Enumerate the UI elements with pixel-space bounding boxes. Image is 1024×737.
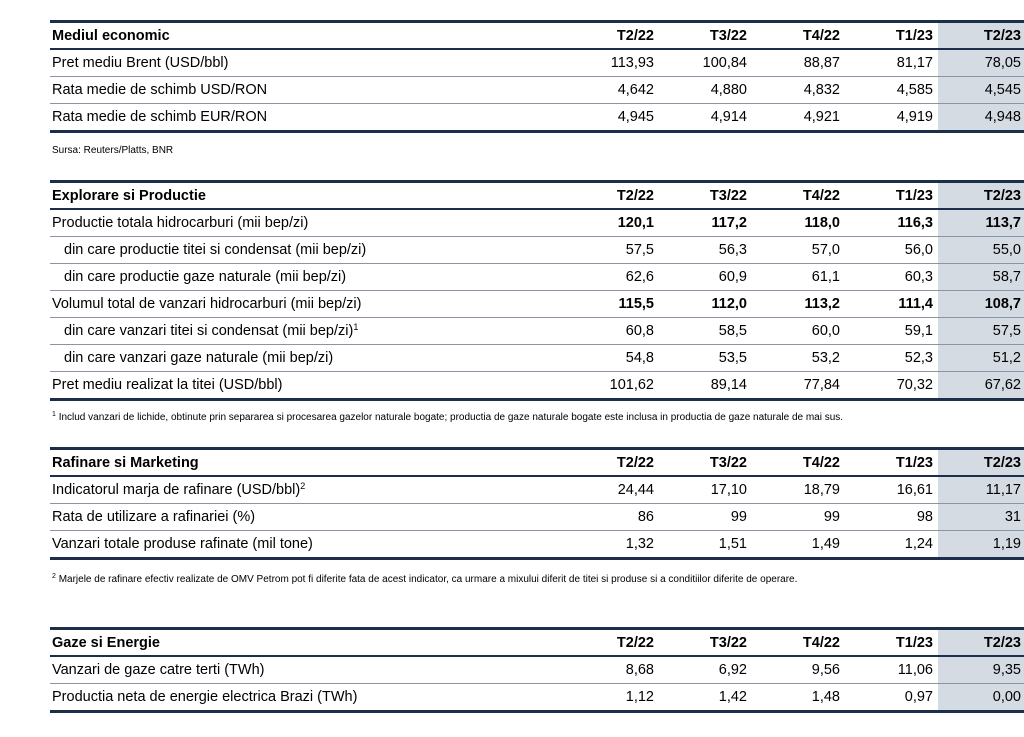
- section-title: Gaze si Energie: [50, 629, 566, 657]
- table-row: [50, 476, 1024, 504]
- cell: 98: [845, 504, 938, 531]
- cell: 100,84: [659, 49, 752, 77]
- column-header-highlight: T2/23: [938, 22, 1024, 50]
- column-header: T2/22: [566, 629, 659, 657]
- cell: 1,12: [566, 684, 659, 712]
- table-header-row: [50, 22, 1024, 50]
- row-label: Volumul total de vanzari hidrocarburi (mii bep/zi): [50, 291, 566, 318]
- footnote-2: [52, 574, 797, 585]
- cell: 118,0: [752, 209, 845, 237]
- row-label: Productie totala hidrocarburi (mii bep/zi): [50, 209, 566, 237]
- cell: 1,42: [659, 684, 752, 712]
- row-label: Vanzari de gaze catre terti (TWh): [50, 656, 566, 684]
- footnote-marker: 1: [52, 411, 56, 418]
- cell-highlight: 1,19: [938, 531, 1024, 559]
- table-row: [50, 77, 1024, 104]
- table-header-row: [50, 449, 1024, 477]
- row-label: din care productie titei si condensat (mii bep/zi): [50, 237, 566, 264]
- cell-highlight: 58,7: [938, 264, 1024, 291]
- cell: 4,832: [752, 77, 845, 104]
- refining-section: [50, 447, 1021, 560]
- gas-energy-table: [50, 627, 1024, 713]
- cell: 54,8: [566, 345, 659, 372]
- cell: 9,56: [752, 656, 845, 684]
- cell: 4,919: [845, 104, 938, 132]
- column-header: T3/22: [659, 22, 752, 50]
- table-row: [50, 345, 1024, 372]
- column-header: T3/22: [659, 182, 752, 210]
- exploration-table: [50, 180, 1024, 401]
- row-label: [50, 476, 566, 504]
- column-header: T1/23: [845, 629, 938, 657]
- table-row: [50, 656, 1024, 684]
- cell: 81,17: [845, 49, 938, 77]
- cell: 89,14: [659, 372, 752, 400]
- footnote-marker: 2: [52, 573, 56, 580]
- column-header-highlight: T2/23: [938, 449, 1024, 477]
- cell-highlight: 113,7: [938, 209, 1024, 237]
- refining-table: [50, 447, 1024, 560]
- cell: 4,945: [566, 104, 659, 132]
- footnote-marker: 2: [300, 481, 306, 491]
- column-header: T2/22: [566, 182, 659, 210]
- cell: 0,97: [845, 684, 938, 712]
- cell: 59,1: [845, 318, 938, 345]
- cell: 120,1: [566, 209, 659, 237]
- cell: 60,8: [566, 318, 659, 345]
- cell: 24,44: [566, 476, 659, 504]
- table-row: [50, 372, 1024, 400]
- economic-table: [50, 20, 1024, 133]
- cell: 62,6: [566, 264, 659, 291]
- cell-highlight: 31: [938, 504, 1024, 531]
- table-row: [50, 504, 1024, 531]
- cell: 99: [752, 504, 845, 531]
- column-header-highlight: T2/23: [938, 629, 1024, 657]
- cell: 4,914: [659, 104, 752, 132]
- column-header: T4/22: [752, 449, 845, 477]
- cell: 86: [566, 504, 659, 531]
- row-label: Vanzari totale produse rafinate (mil tone): [50, 531, 566, 559]
- column-header: T4/22: [752, 629, 845, 657]
- footnote-marker: 1: [353, 322, 359, 332]
- column-header: T4/22: [752, 22, 845, 50]
- cell: 8,68: [566, 656, 659, 684]
- cell: 1,51: [659, 531, 752, 559]
- row-label: Rata medie de schimb EUR/RON: [50, 104, 566, 132]
- cell: 112,0: [659, 291, 752, 318]
- cell: 53,2: [752, 345, 845, 372]
- cell: 16,61: [845, 476, 938, 504]
- table-row: [50, 684, 1024, 712]
- column-header: T2/22: [566, 22, 659, 50]
- cell-highlight: 67,62: [938, 372, 1024, 400]
- cell-highlight: 4,948: [938, 104, 1024, 132]
- table-header-row: [50, 629, 1024, 657]
- cell: 1,24: [845, 531, 938, 559]
- table-row: [50, 318, 1024, 345]
- column-header: T1/23: [845, 449, 938, 477]
- cell: 1,48: [752, 684, 845, 712]
- cell: 88,87: [752, 49, 845, 77]
- cell: 70,32: [845, 372, 938, 400]
- cell: 117,2: [659, 209, 752, 237]
- section-title: Mediul economic: [50, 22, 566, 50]
- exploration-section: [50, 180, 1021, 401]
- cell: 52,3: [845, 345, 938, 372]
- table-row: [50, 237, 1024, 264]
- source-note: Sursa: Reuters/Platts, BNR: [52, 145, 174, 156]
- table-row: [50, 264, 1024, 291]
- section-title: Rafinare si Marketing: [50, 449, 566, 477]
- cell: 53,5: [659, 345, 752, 372]
- cell: 61,1: [752, 264, 845, 291]
- cell-highlight: 108,7: [938, 291, 1024, 318]
- cell: 57,0: [752, 237, 845, 264]
- cell-highlight: 11,17: [938, 476, 1024, 504]
- column-header: T3/22: [659, 629, 752, 657]
- cell: 56,0: [845, 237, 938, 264]
- row-label: din care productie gaze naturale (mii bep/zi): [50, 264, 566, 291]
- cell: 57,5: [566, 237, 659, 264]
- column-header: T3/22: [659, 449, 752, 477]
- row-label: Pret mediu realizat la titei (USD/bbl): [50, 372, 566, 400]
- row-label: [50, 318, 566, 345]
- table-row: [50, 209, 1024, 237]
- column-header: T4/22: [752, 182, 845, 210]
- cell: 58,5: [659, 318, 752, 345]
- cell: 60,9: [659, 264, 752, 291]
- cell: 4,585: [845, 77, 938, 104]
- cell: 56,3: [659, 237, 752, 264]
- column-header: T2/22: [566, 449, 659, 477]
- cell: 18,79: [752, 476, 845, 504]
- cell: 113,2: [752, 291, 845, 318]
- column-header: T1/23: [845, 22, 938, 50]
- cell-highlight: 57,5: [938, 318, 1024, 345]
- cell-highlight: 9,35: [938, 656, 1024, 684]
- table-row: [50, 104, 1024, 132]
- row-label: din care vanzari gaze naturale (mii bep/zi): [50, 345, 566, 372]
- cell: 4,880: [659, 77, 752, 104]
- cell: 77,84: [752, 372, 845, 400]
- footnote-text: Includ vanzari de lichide, obtinute prin separarea si procesarea gazelor naturale bogate; productia de gaze naturale bogate este inclusa in productia de gaze naturale de mai sus.: [58, 412, 844, 423]
- economic-section: [50, 20, 1021, 133]
- cell-highlight: 55,0: [938, 237, 1024, 264]
- cell: 6,92: [659, 656, 752, 684]
- cell-highlight: 78,05: [938, 49, 1024, 77]
- row-label: Rata medie de schimb USD/RON: [50, 77, 566, 104]
- row-label: Productia neta de energie electrica Brazi (TWh): [50, 684, 566, 712]
- cell: 116,3: [845, 209, 938, 237]
- gas-energy-section: [50, 627, 1021, 713]
- column-header-highlight: T2/23: [938, 182, 1024, 210]
- cell: 1,32: [566, 531, 659, 559]
- cell: 4,642: [566, 77, 659, 104]
- row-label-text: Indicatorul marja de rafinare (USD/bbl): [52, 482, 301, 498]
- row-label: Pret mediu Brent (USD/bbl): [50, 49, 566, 77]
- cell: 111,4: [845, 291, 938, 318]
- cell: 113,93: [566, 49, 659, 77]
- cell: 4,921: [752, 104, 845, 132]
- footnote-text: Marjele de rafinare efectiv realizate de OMV Petrom pot fi diferite fata de acest indicator, ca urmare a mixului diferit de titei si produse si a conditiilor diferite de operare.: [58, 574, 798, 585]
- table-row: [50, 291, 1024, 318]
- table-row: [50, 49, 1024, 77]
- cell: 99: [659, 504, 752, 531]
- table-header-row: [50, 182, 1024, 210]
- section-title: Explorare si Productie: [50, 182, 566, 210]
- cell: 60,0: [752, 318, 845, 345]
- table-row: [50, 531, 1024, 559]
- cell: 17,10: [659, 476, 752, 504]
- cell: 60,3: [845, 264, 938, 291]
- cell: 101,62: [566, 372, 659, 400]
- cell-highlight: 4,545: [938, 77, 1024, 104]
- cell: 115,5: [566, 291, 659, 318]
- footnote-1: [52, 412, 843, 423]
- cell-highlight: 0,00: [938, 684, 1024, 712]
- row-label-text: din care vanzari titei si condensat (mii bep/zi): [64, 323, 354, 339]
- cell-highlight: 51,2: [938, 345, 1024, 372]
- cell: 11,06: [845, 656, 938, 684]
- column-header: T1/23: [845, 182, 938, 210]
- cell: 1,49: [752, 531, 845, 559]
- row-label: Rata de utilizare a rafinariei (%): [50, 504, 566, 531]
